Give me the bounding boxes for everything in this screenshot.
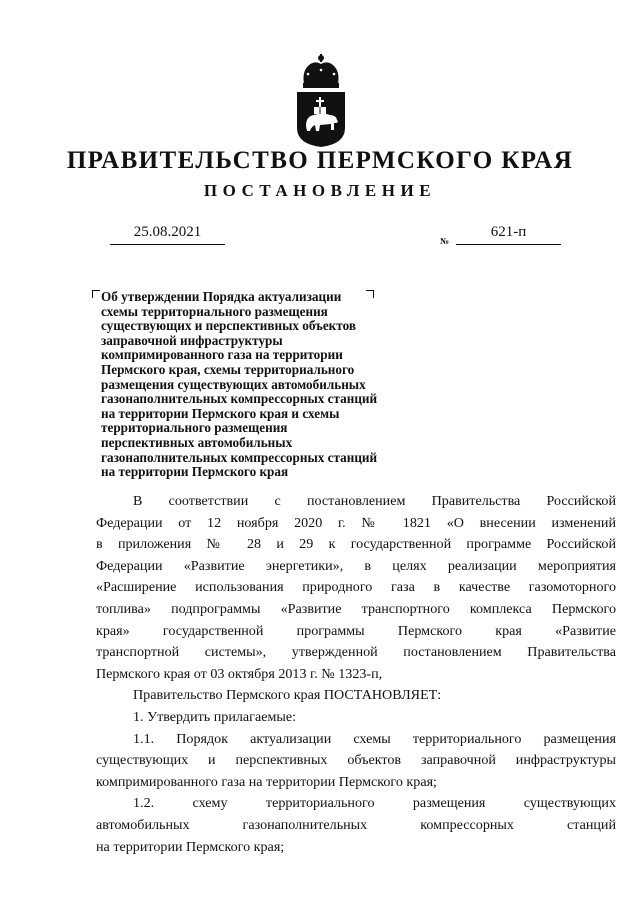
item-1-2-line: 1.2. схему территориального размещения существующих: [133, 795, 616, 812]
decree-statement: Правительство Пермского края ПОСТАНОВЛЯЕТ:: [133, 687, 442, 704]
subject-corner-mark-left: [92, 290, 100, 298]
subject-line: компримированного газа на территории: [101, 347, 343, 363]
preamble-line: Федерации «Развитие энергетики», в целях реализации мероприятия: [96, 557, 616, 574]
perm-krai-coat-of-arms-icon: [294, 52, 348, 148]
subject-line: размещения существующих автомобильных: [101, 376, 366, 392]
preamble-line: транспортной системы», утвержденной постановлением Правительства: [96, 644, 616, 661]
subject-line: Об утверждении Порядка актуализации: [101, 289, 342, 304]
document-body: [96, 491, 616, 858]
item-1-1-line: существующих и перспективных объектов заправочной инфраструктуры: [96, 752, 616, 769]
document-date: 25.08.2021: [110, 224, 225, 245]
item-1-2-line: на территории Пермского края;: [96, 838, 285, 855]
subject-line: схемы территориального размещения: [101, 303, 328, 319]
item-1: 1. Утвердить прилагаемые:: [133, 708, 297, 725]
preamble-line: Пермского края от 03 октября 2013 г. № 1323-п,: [96, 665, 383, 682]
subject-line: территориального размещения: [101, 420, 288, 436]
subject-line: на территории Пермского края и схемы: [101, 405, 340, 421]
item-1-1-line: 1.1. Порядок актуализации схемы территориального размещения: [133, 730, 616, 747]
preamble-line: в приложения № 28 и 29 к государственной программе Российской: [96, 536, 616, 553]
item-1-1-line: компримированного газа на территории Пермского края;: [96, 773, 437, 790]
document-number: 621-п: [456, 224, 561, 245]
subject-line: на территории Пермского края: [101, 464, 289, 480]
government-title: ПРАВИТЕЛЬСТВО ПЕРМСКОГО КРАЯ: [66, 147, 574, 174]
document-type: ПОСТАНОВЛЕНИЕ: [203, 181, 437, 200]
preamble-line: Федерации от 12 ноября 2020 г. № 1821 «О внесении изменений: [96, 514, 616, 531]
preamble-line: В соответствии с постановлением Правительства Российской: [133, 493, 616, 509]
subject-line: заправочной инфраструктуры: [101, 332, 283, 348]
subject-line: перспективных автомобильных: [101, 434, 293, 450]
preamble-line: «Расширение использования природного газа в качестве газомоторного: [96, 579, 616, 596]
document-subject: [101, 290, 431, 480]
subject-line: Пермского края, схемы территориального: [101, 361, 355, 377]
item-1-2-line: автомобильных газонаполнительных компрессорных станций: [96, 816, 616, 833]
number-sign: №: [440, 236, 450, 246]
preamble-line: топлива» подпрограммы «Развитие транспортного комплекса Пермского: [96, 600, 616, 617]
preamble-line: края» государственной программы Пермского края «Развитие: [96, 622, 616, 639]
subject-line: газонаполнительных компрессорных станций: [101, 391, 378, 407]
subject-line: газонаполнительных компрессорных станций: [101, 449, 378, 465]
subject-line: существующих и перспективных объектов: [101, 318, 356, 334]
